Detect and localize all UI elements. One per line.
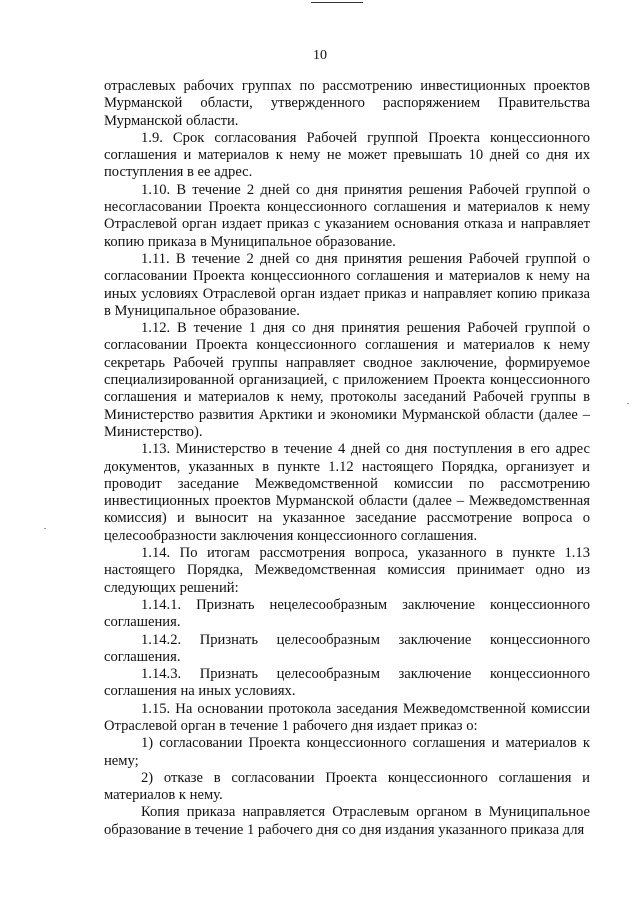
paragraph-1-14-3-line2: соглашения на иных условиях. xyxy=(104,683,296,700)
paragraph-1-14-2-line2: соглашения. xyxy=(104,648,181,665)
page-number: 10 xyxy=(313,48,327,63)
paragraph-continuation: отраслевых рабочих группах по рассмотрению инвестиционных проектов Мурманской области, утвержденного распоряжением Правительства Мурманской области. xyxy=(104,78,590,129)
paragraph-1-9: 1.9. Срок согласования Рабочей группой Проекта концессионного соглашения и материалов к нему не может превышать 10 дней со дня их поступления в ее адрес. xyxy=(104,129,590,181)
paragraph-1-11: 1.11. В течение 2 дней со дня принятия решения Рабочей группой о согласовании Проекта концессионного соглашения и материалов к нему на иных условиях Отраслевой орган издает приказ и направляет копию приказа в Муниципальное образование. xyxy=(104,250,590,319)
list-item-1: 1) согласовании Проекта концессионного соглашения и материалов к нему; xyxy=(104,735,590,769)
paragraph-1-14: 1.14. По итогам рассмотрения вопроса, указанного в пункте 1.13 настоящего Порядка, Межведомственная комиссия принимает одно из следующих решений: xyxy=(104,545,590,596)
paragraph-1-14-3-line1: 1.14.3. Признать целесообразным заключение концессионного xyxy=(141,666,590,683)
header-rule xyxy=(311,2,363,3)
paragraph-1-14-2-line1: 1.14.2. Признать целесообразным заключение концессионного xyxy=(141,631,590,648)
scan-speck xyxy=(44,528,46,529)
paragraph-copy-order: Копия приказа направляется Отраслевым органом в Муниципальное образование в течение 1 рабочего дня со дня издания указанного приказа для xyxy=(104,804,590,838)
paragraph-1-14-1-line2: соглашения. xyxy=(104,614,181,631)
paragraph-1-14-1-line1: 1.14.1. Признать нецелесообразным заключение концессионного xyxy=(141,596,590,613)
document-body xyxy=(104,78,590,839)
scan-speck xyxy=(627,403,629,404)
list-item-2: 2) отказе в согласовании Проекта концессионного соглашения и материалов к нему. xyxy=(104,769,590,804)
paragraph-1-10: 1.10. В течение 2 дней со дня принятия решения Рабочей группой о несогласовании Проекта концессионного соглашения и материалов к нему Отраслевой орган издает приказ с указанием основания отказа и направляет копию приказа в Муниципальное образование. xyxy=(104,181,590,250)
paragraph-1-13: 1.13. Министерство в течение 4 дней со дня поступления в его адрес документов, указанных в пункте 1.12 настоящего Порядка, организует и проводит заседание Межведомственной комиссии по рассмотрению инвестиционных проектов Мурманской области (далее – Межведомственная комиссия) и выносит на указанное заседание рассмотрение вопроса о целесообразности заключения концессионного соглашения. xyxy=(104,441,590,544)
paragraph-1-12: 1.12. В течение 1 дня со дня принятия решения Рабочей группой о согласовании Проекта концессионного соглашения и материалов к нему секретарь Рабочей группы направляет сводное заключение, формируемое специализированной организацией, с приложением Проекта концессионного соглашения и материалов к нему, протоколы заседаний Рабочей группы в Министерство развития Арктики и экономики Мурманской области (далее – Министерство). xyxy=(104,320,590,440)
paragraph-1-15: 1.15. На основании протокола заседания Межведомственной комиссии Отраслевой орган в течение 1 рабочего дня издает приказ о: xyxy=(104,700,590,734)
